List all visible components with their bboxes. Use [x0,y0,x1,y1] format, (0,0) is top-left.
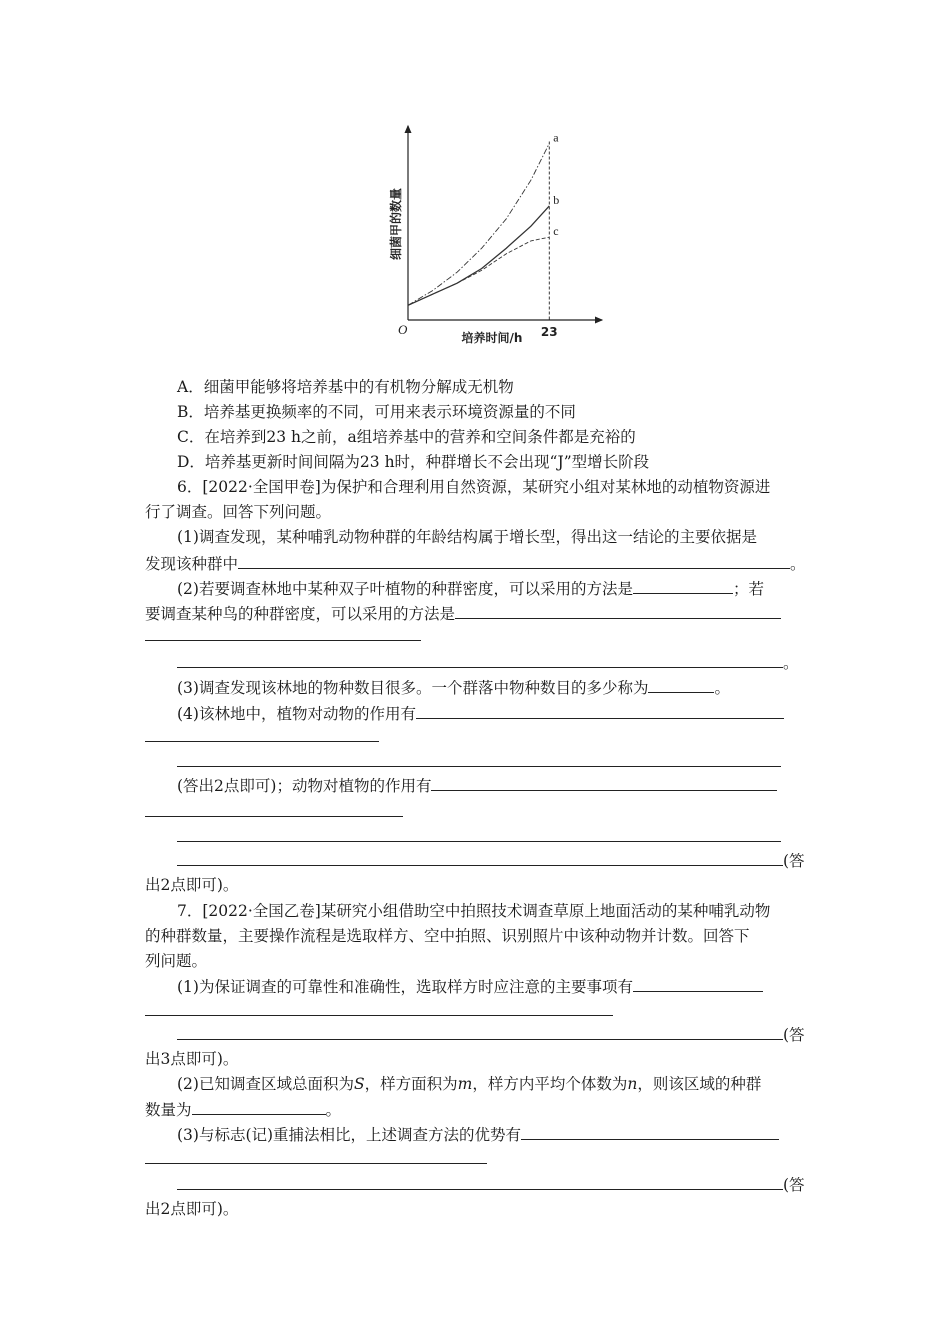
q6-part4-line7 [177,850,805,871]
q6-part4-rule1 [145,741,379,742]
q6-part2-blank2[interactable] [455,603,781,619]
q7-part2-end: 。 [325,1101,342,1119]
y-axis-label: 细菌甲的数量 [389,187,403,261]
q7-intro-line3: 列问题。 [145,952,208,970]
q7-part1-line1 [177,976,763,997]
q6-part2-line2 [145,603,781,624]
curve-b-label: b [553,192,560,207]
option-b: B．培养基更换频率的不同，可用来表示环境资源量的不同 [177,403,576,421]
option-d: D．培养基更新时间间隔为23 h时，种群增长不会出现“J”型增长阶段 [177,453,650,471]
q6-part2-end: 。 [783,654,799,672]
option-a: A．细菌甲能够将培养基中的有机物分解成无机物 [177,378,514,396]
q6-part1-end: 。 [790,555,806,573]
q6-part4-tail: 出2点即可)。 [145,876,239,894]
option-c: C．在培养到23 h之前，a组培养基中的营养和空间条件都是充裕的 [177,428,636,446]
q6-part2-blank1[interactable] [633,578,733,594]
q7-part1-text: (1)为保证调查的可靠性和准确性，选取样方时应注意的主要事项有 [177,978,633,996]
curve-a [408,143,549,305]
x-tick-label-23: 23 [540,325,558,339]
q7-part1-blank2[interactable] [177,1024,783,1040]
q7-intro-line1: 7．[2022·全国乙卷]某研究小组借助空中拍照技术调查草原上地面活动的某种哺乳动物 [177,902,771,920]
q6-part2-mid: ；若 [732,580,764,598]
q6-part4-rule3 [145,816,403,817]
q6-part4-end: (答 [783,852,805,870]
growth-curve-figure [380,118,620,350]
q6-part1-answer-blank[interactable] [238,553,790,569]
q7-part2-text1: (2)已知调查区域总面积为 [177,1075,354,1093]
curve-c-label: c [553,224,559,239]
q7-part2-text2: ，样方面积为 [364,1075,458,1093]
q6-part4-blank3[interactable] [177,850,783,866]
q7-part3-blank2[interactable] [177,1174,783,1190]
q7-part2-line2 [145,1099,341,1120]
q6-part4-text2: (答出2点即可)；动物对植物的作用有 [177,777,432,795]
q6-part4-blank2[interactable] [431,775,777,791]
growth-chart [380,118,620,350]
q6-part1-line1: (1)调查发现，某种哺乳动物种群的年龄结构属于增长型，得出这一结论的主要依据是 [177,528,757,546]
var-n: n [627,1075,638,1093]
q7-part3-blank1[interactable] [521,1124,779,1140]
q7-part3-rule1 [145,1163,487,1164]
q7-part1-end: (答 [783,1026,805,1044]
q6-intro-line2: 行了调查。回答下列问题。 [145,503,332,521]
var-m: m [457,1075,473,1093]
q6-part4-line1 [177,703,784,724]
q6-part2-text2: 要调查某种鸟的种群密度，可以采用的方法是 [145,605,456,623]
q6-part2-text: (2)若要调查林地中某种双子叶植物的种群密度，可以采用的方法是 [177,580,633,598]
x-axis-label: 培养时间/h [461,331,523,345]
q6-part2-line4 [177,652,799,673]
q6-part4-rule4 [177,841,781,842]
q7-part2-blank[interactable] [192,1099,326,1115]
q6-part4-line4 [177,775,777,796]
q6-part4-blank1[interactable] [416,703,784,719]
q6-part1-line2 [145,553,806,574]
q6-part2-line1 [177,578,764,599]
curve-b [408,206,549,305]
q6-part1-prefix: 发现该种群中 [145,555,239,573]
q6-part3-blank[interactable] [648,677,714,693]
q7-part1-tail: 出3点即可)。 [145,1050,239,1068]
q7-part3-tail: 出2点即可)。 [145,1200,239,1218]
q6-part3-text: (3)调查发现该林地的物种数目很多。一个群落中物种数目的多少称为 [177,679,649,697]
q7-part1-rule1 [145,1015,613,1016]
q7-part3-end: (答 [783,1176,805,1194]
q7-part3-text: (3)与标志(记)重捕法相比，上述调查方法的优势有 [177,1126,522,1144]
q7-part3-line1 [177,1124,779,1145]
q7-part3-line3 [177,1174,805,1195]
q6-part4-text: (4)该林地中，植物对动物的作用有 [177,705,416,723]
curve-a-label: a [553,130,559,145]
q6-part4-rule2 [177,766,781,767]
q7-intro-line2: 的种群数量，主要操作流程是选取样方、空中拍照、识别照片中该种动物并计数。回答下 [145,927,750,945]
q6-part3-end: 。 [714,679,730,697]
q6-intro-line1: 6．[2022·全国甲卷]为保护和合理利用自然资源，某研究小组对某林地的动植物资源进 [177,478,771,496]
var-S: S [353,1075,365,1093]
q7-part2-line1 [177,1074,761,1094]
q6-part2-blank3[interactable] [177,652,783,668]
q7-part2-text3: ，样方内平均个体数为 [472,1075,628,1093]
q7-part2-prefix: 数量为 [145,1101,192,1119]
q7-part2-text4: ，则该区域的种群 [637,1075,762,1093]
q6-part2-rule1 [145,640,421,641]
q7-part1-line3 [177,1024,805,1045]
origin-label: O [398,322,408,337]
q6-part3-line [177,677,730,698]
q7-part1-blank1[interactable] [633,976,763,992]
